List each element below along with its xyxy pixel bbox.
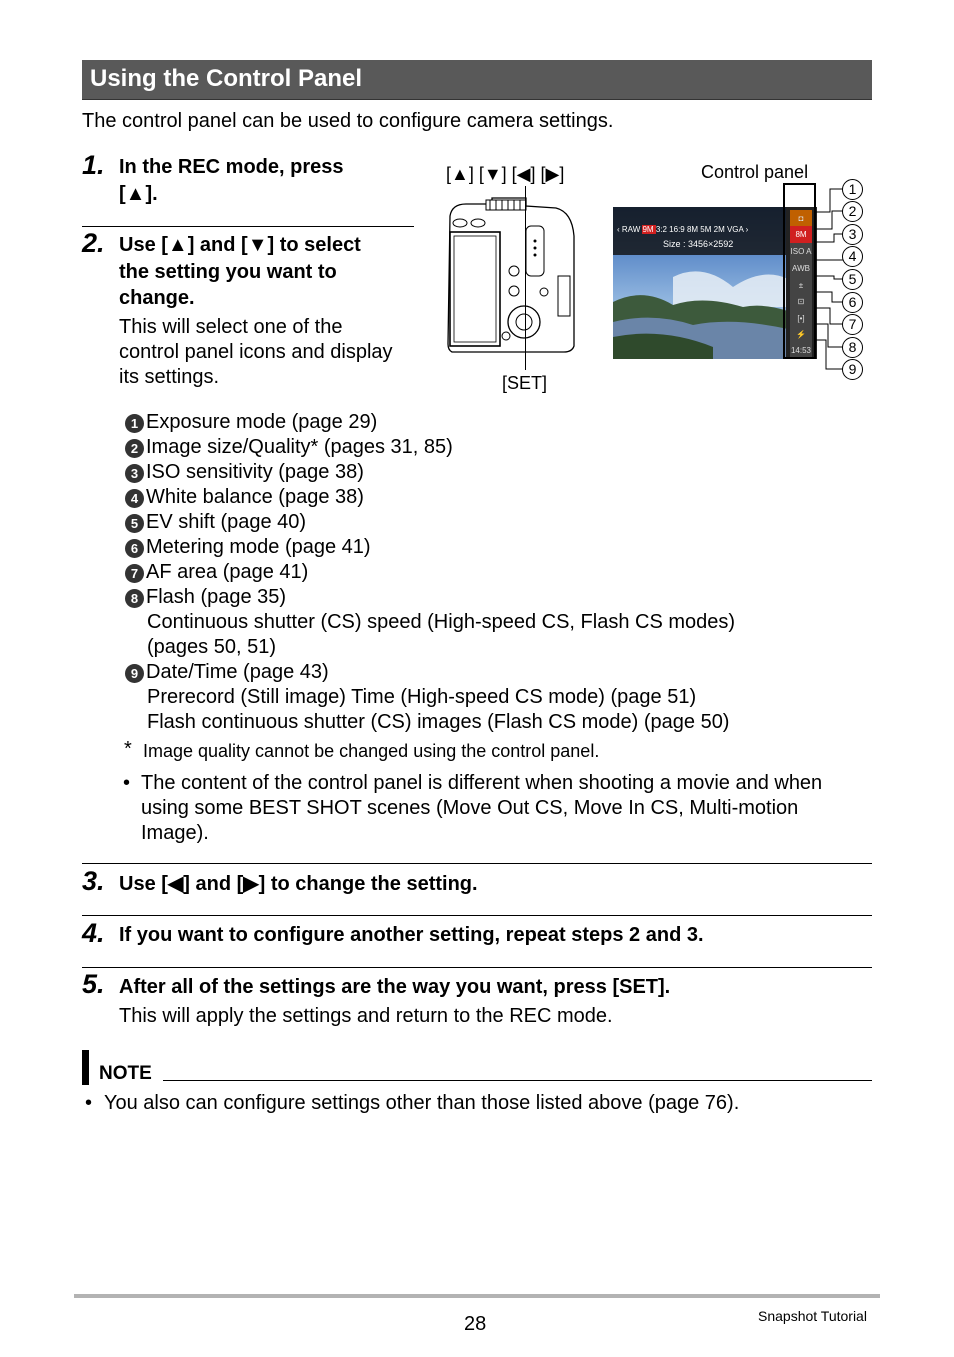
step-2-body1: This will select one of the — [119, 316, 343, 338]
bullet-note-line1: The content of the control panel is different when shooting a movie and when — [141, 772, 823, 794]
settings-item-text: Exposure mode (page 29) — [146, 411, 378, 433]
settings-item-1 — [125, 410, 377, 435]
settings-item-3 — [125, 460, 364, 485]
step-divider — [82, 226, 414, 227]
settings-item-9 — [125, 660, 329, 685]
footer-section-name: Snapshot Tutorial — [758, 1308, 867, 1324]
settings-item-6 — [125, 535, 371, 560]
set-leader-line — [525, 186, 526, 370]
flash-icon[interactable]: ⚡ — [790, 326, 812, 344]
settings-item-8 — [125, 585, 286, 610]
settings-item-4 — [125, 485, 364, 510]
settings-item-text: EV shift (page 40) — [146, 511, 307, 533]
set-label: [SET] — [502, 373, 548, 393]
callout-2: 2 — [842, 201, 863, 222]
step-2-line2: the setting you want to — [119, 261, 337, 283]
step-2-body2: control panel icons and display — [119, 341, 393, 363]
step-2-body3: its settings. — [119, 366, 220, 388]
callout-5: 5 — [842, 269, 863, 290]
number-4-icon: 4 — [125, 489, 144, 508]
step-divider — [82, 863, 872, 864]
iso-icon[interactable]: ISO A — [790, 243, 812, 261]
image-size-icon[interactable]: 8M — [790, 226, 812, 244]
settings-item-9-line3: Flash continuous shutter (CS) images (Flash CS mode) (page 50) — [147, 711, 730, 733]
step-5-number: 5. — [82, 969, 105, 999]
callout-3: 3 — [842, 224, 863, 245]
bullet-note-line3: Image). — [141, 822, 209, 844]
number-6-icon: 6 — [125, 539, 144, 558]
step-4-number: 4. — [82, 918, 105, 948]
number-9-icon: 9 — [125, 664, 144, 683]
settings-item-text: Flash (page 35) — [146, 586, 287, 608]
step-3-number: 3. — [82, 866, 105, 896]
step-2-line1: Use [▲] and [▼] to select — [119, 234, 361, 256]
control-panel-label: Control panel — [701, 162, 809, 182]
number-7-icon: 7 — [125, 564, 144, 583]
settings-item-text: ISO sensitivity (page 38) — [146, 461, 364, 483]
bullet-note-line2: using some BEST SHOT scenes (Move Out CS, Move In CS, Multi-motion — [141, 797, 799, 819]
ev-shift-icon[interactable]: ± — [790, 277, 812, 295]
exposure-mode-icon[interactable]: ◘ — [790, 210, 812, 228]
callout-1: 1 — [842, 179, 863, 200]
step-3-text: Use [◀] and [▶] to change the setting. — [119, 873, 478, 895]
note-text: You also can configure settings other than those listed above (page 76). — [104, 1092, 740, 1114]
number-5-icon: 5 — [125, 514, 144, 533]
number-3-icon: 3 — [125, 464, 144, 483]
footnote-mark: * — [124, 738, 132, 760]
step-5-body: This will apply the settings and return to the REC mode. — [119, 1005, 613, 1027]
settings-item-5 — [125, 510, 306, 535]
af-area-icon[interactable]: [•] — [790, 310, 812, 328]
number-2-icon: 2 — [125, 439, 144, 458]
settings-item-8-line3: (pages 50, 51) — [147, 636, 276, 658]
bullet-mark: • — [123, 772, 131, 794]
date-time-icon[interactable]: 14:53 — [790, 342, 812, 359]
screen-option-row: ‹ RAW 9M 3:2 16:9 8M 5M 2M VGA › — [617, 225, 749, 234]
step-divider — [82, 967, 872, 968]
settings-item-text: Metering mode (page 41) — [146, 536, 371, 558]
screen-size-text: Size : 3456×2592 — [663, 239, 734, 249]
camera-back-illustration — [446, 196, 576, 356]
step-1-number: 1. — [82, 150, 105, 180]
callout-8: 8 — [842, 337, 863, 358]
step-divider — [82, 915, 872, 916]
settings-item-8-line2: Continuous shutter (CS) speed (High-speed CS, Flash CS modes) — [147, 611, 736, 633]
step-4-text: If you want to configure another setting, repeat steps 2 and 3. — [119, 924, 704, 946]
settings-item-2 — [125, 435, 453, 460]
metering-icon[interactable]: ⊡ — [790, 293, 812, 311]
settings-item-9-line2: Prerecord (Still image) Time (High-speed CS mode) (page 51) — [147, 686, 697, 708]
note-label: NOTE — [99, 1063, 152, 1084]
keys-label: [▲] [▼] [◀] [▶] — [446, 164, 565, 184]
intro-text: The control panel can be used to configure camera settings. — [82, 110, 614, 132]
step-2-line3: change. — [119, 287, 195, 309]
callout-6: 6 — [842, 292, 863, 313]
callout-4: 4 — [842, 246, 863, 267]
page-number: 28 — [464, 1313, 487, 1335]
note-rule — [163, 1080, 872, 1081]
note-marker-bar — [82, 1050, 89, 1085]
section-title: Using the Control Panel — [90, 65, 363, 92]
step-1-line2: [▲]. — [119, 183, 158, 205]
number-1-icon: 1 — [125, 414, 144, 433]
callout-9: 9 — [842, 359, 863, 380]
step-5-text: After all of the settings are the way you want, press [SET]. — [119, 976, 671, 998]
settings-item-text: Date/Time (page 43) — [146, 661, 329, 683]
step-1-line1: In the REC mode, press — [119, 156, 344, 178]
footnote-text: Image quality cannot be changed using the control panel. — [143, 741, 600, 761]
settings-item-text: White balance (page 38) — [146, 486, 364, 508]
footer-rule — [74, 1294, 880, 1298]
callout-7: 7 — [842, 314, 863, 335]
settings-item-text: AF area (page 41) — [146, 561, 309, 583]
white-balance-icon[interactable]: AWB — [790, 260, 812, 278]
number-8-icon: 8 — [125, 589, 144, 608]
settings-item-7 — [125, 560, 308, 585]
note-bullet-mark: • — [85, 1092, 93, 1114]
settings-item-text: Image size/Quality* (pages 31, 85) — [146, 436, 453, 458]
section-title-bar — [82, 60, 872, 100]
step-2-number: 2. — [82, 228, 105, 258]
